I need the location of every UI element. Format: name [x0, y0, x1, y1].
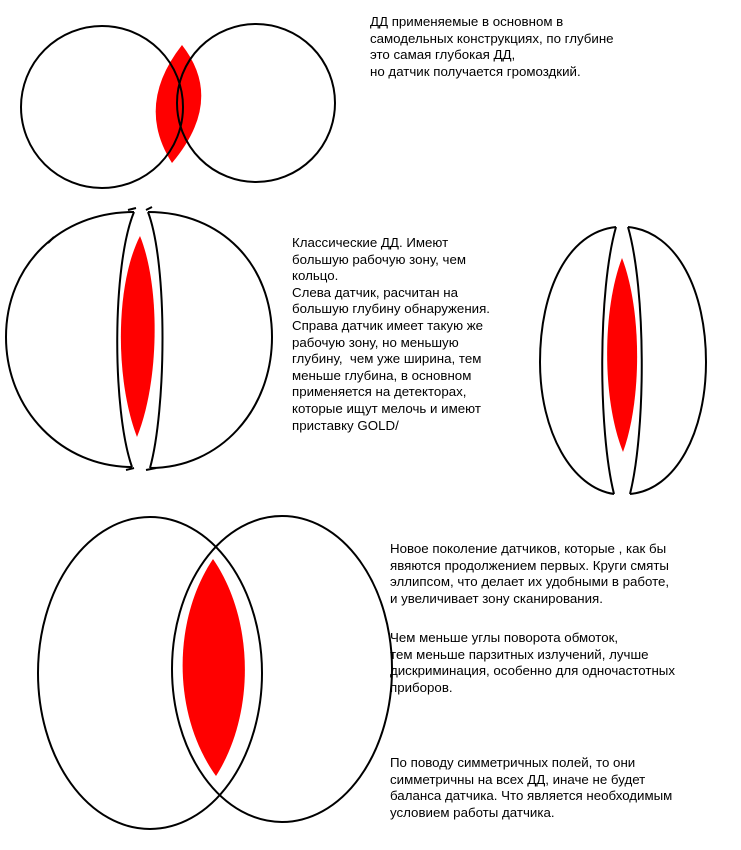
classic-dd-narrow-diagram	[540, 227, 706, 494]
elliptic-overlap-zone	[183, 559, 245, 776]
classic-dd-description	[292, 235, 490, 434]
note-line: рабочую зону, но меньшую	[292, 334, 459, 350]
dd-description	[370, 14, 614, 80]
classic-wide-right-coil	[148, 212, 272, 468]
new-generation-description	[390, 541, 669, 607]
note-line: симметричны на всех ДД, иначе не будет	[390, 771, 646, 787]
note-line: которые ищут мелочь и имеют	[292, 400, 481, 416]
note-line: Чем меньше углы поворота обмоток,	[390, 630, 619, 645]
note-line: большую глубину обнаружения.	[292, 301, 490, 317]
note-line: приборов.	[390, 679, 453, 695]
note-line: баланса датчика. Что является необходимым	[390, 788, 673, 804]
classic-narrow-right-coil	[628, 227, 706, 494]
note-line: По поводу симметричных полей, то они	[390, 755, 636, 770]
note-line: Новое поколение датчиков, которые , как бы	[390, 541, 667, 556]
note-line: применяется на детекторах,	[292, 384, 467, 400]
note-line: явяются продолжением первых. Круги смяты	[390, 557, 669, 573]
classic-narrow-left-coil	[540, 227, 616, 494]
note-line: ДД применяемые в основном в	[370, 14, 564, 29]
note-line: это самая глубокая ДД,	[370, 47, 516, 63]
note-line: Слева датчик, расчитан на	[292, 284, 459, 300]
note-line: большую рабочую зону, чем	[292, 251, 466, 267]
note-line: и увеличивает зону сканирования.	[390, 590, 603, 606]
classic-dd-wide-diagram	[6, 207, 272, 470]
classic-narrow-overlap-zone	[607, 258, 637, 452]
classic-wide-lead-top	[128, 207, 152, 210]
dd-overlap-zone	[156, 45, 202, 163]
winding-angles-description	[390, 630, 675, 696]
note-line: самодельных конструкциях, по глубине	[370, 30, 614, 46]
note-line: меньше глубина, в основном	[292, 367, 472, 383]
note-line: глубину, чем уже ширина, тем	[292, 351, 482, 367]
note-line: приставку GOLD/	[292, 417, 399, 433]
classic-wide-lead-bottom	[126, 468, 156, 470]
elliptic-coils-diagram	[38, 516, 392, 829]
classic-wide-lead-left	[48, 237, 54, 243]
note-line: Справа датчик имеет такую же	[292, 317, 484, 333]
classic-wide-left-coil	[6, 212, 134, 467]
classic-wide-overlap-zone	[121, 236, 155, 437]
note-line: дискриминация, особенно для одночастотных	[390, 663, 676, 679]
note-line: тем меньше парзитных излучений, лучше	[390, 646, 649, 662]
note-line: условием работы датчика.	[390, 804, 555, 820]
note-line: эллипсом, что делает их удобными в работе,	[390, 574, 670, 590]
dd-coils-diagram	[21, 24, 335, 188]
note-line: кольцо.	[292, 268, 339, 284]
note-line: Классические ДД. Имеют	[292, 235, 449, 250]
symmetry-description	[390, 755, 672, 821]
note-line: но датчик получается громоздкий.	[370, 63, 581, 79]
